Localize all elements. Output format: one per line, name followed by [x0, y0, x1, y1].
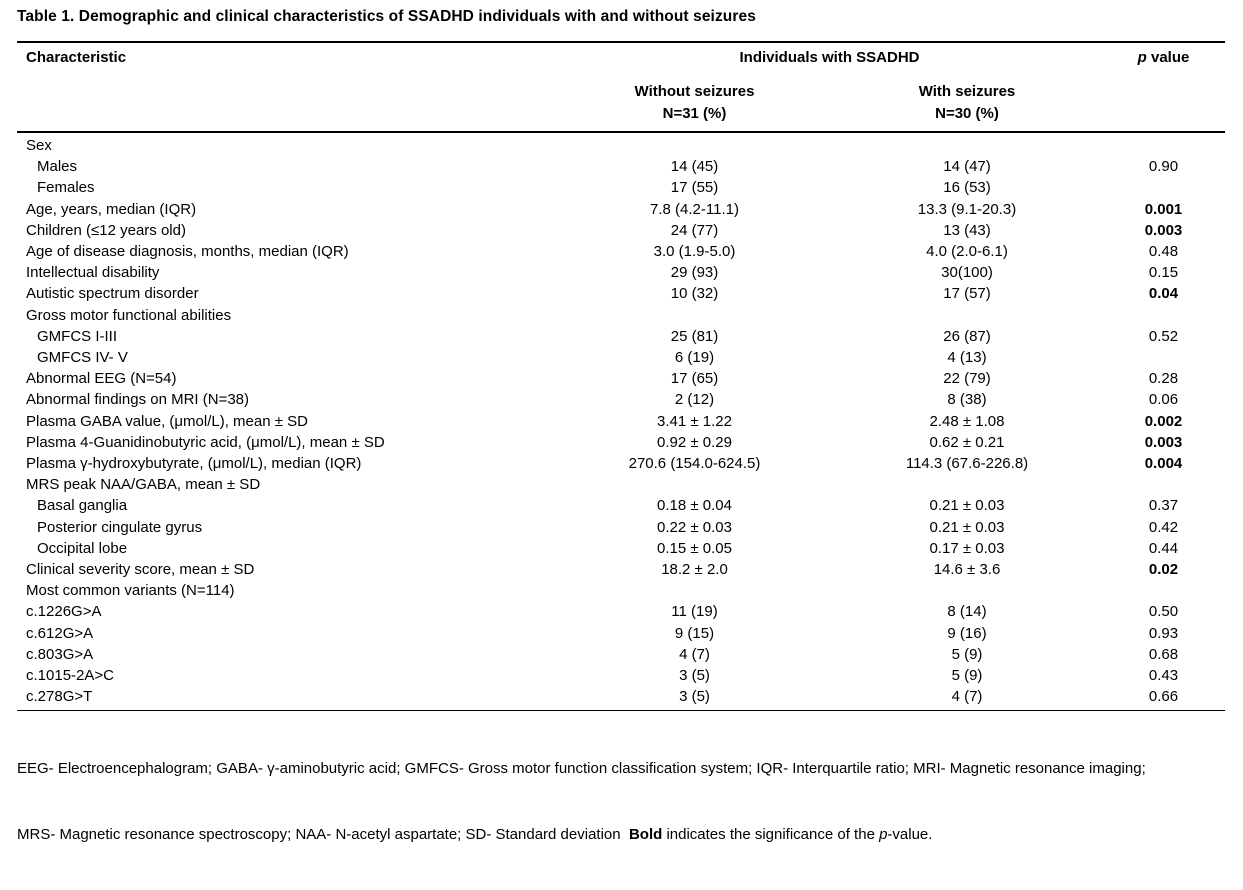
cell-with-seizures: [832, 305, 1102, 326]
cell-with-seizures: 13.3 (9.1-20.3): [917, 200, 1017, 218]
row-label: GMFCS I-III: [37, 327, 117, 345]
cell-p-value: 0.44: [1148, 539, 1179, 557]
row-label: Plasma GABA value, (μmol/L), mean ± SD: [26, 412, 308, 430]
cell-p-value: 0.04: [1148, 285, 1179, 303]
cell-with-seizures: 0.21 ± 0.03: [929, 497, 1005, 515]
demographics-table: [17, 41, 1225, 711]
footnote-line-2: [17, 824, 1231, 846]
p-value-rest: value: [1146, 49, 1190, 66]
cell-p-value: 0.37: [1148, 497, 1179, 515]
footnote-italic-p: p: [879, 826, 888, 844]
footnote-significance-text: indicates the significance of the: [662, 826, 880, 844]
row-label: c.612G>A: [26, 624, 94, 642]
header-row-1: [17, 47, 1225, 69]
cell-p-value: 0.52: [1148, 327, 1179, 345]
table-row: [17, 411, 1225, 432]
header-spacer: [17, 81, 557, 125]
row-label: Plasma γ-hydroxybutyrate, (μmol/L), median (IQR): [26, 455, 362, 473]
col-header-without-seizures: [557, 81, 832, 125]
cell-with-seizures: 22 (79): [943, 370, 991, 388]
cell-without-seizures: 25 (81): [670, 327, 719, 345]
cell-with-seizures: 2.48 ± 1.08: [929, 412, 1005, 430]
cell-without-seizures: 2 (12): [674, 391, 715, 409]
row-label: GMFCS IV- V: [37, 349, 128, 367]
cell-without-seizures: [557, 580, 832, 601]
cell-without-seizures: 9 (15): [674, 624, 715, 642]
row-label: Gross motor functional abilities: [26, 306, 232, 324]
table-row: [17, 644, 1225, 665]
row-label: c.278G>T: [26, 688, 93, 706]
cell-p-value: 0.50: [1148, 603, 1179, 621]
table-row: [17, 665, 1225, 686]
cell-without-seizures: 3 (5): [679, 667, 710, 685]
cell-without-seizures: 11 (19): [671, 603, 718, 621]
cell-p-value: [1102, 135, 1225, 156]
cell-without-seizures: [557, 474, 832, 495]
cell-with-seizures: 9 (16): [947, 624, 987, 642]
cell-p-value: 0.68: [1148, 645, 1179, 663]
row-label: Sex: [26, 137, 52, 154]
table-row: [17, 686, 1225, 707]
cell-with-seizures: 17 (57): [943, 285, 991, 303]
cell-with-seizures: [832, 474, 1102, 495]
cell-without-seizures: 24 (77): [670, 221, 719, 239]
cell-without-seizures: 29 (93): [670, 264, 719, 282]
cell-without-seizures: 17 (65): [670, 370, 719, 388]
cell-p-value: 0.02: [1148, 561, 1179, 579]
cell-with-seizures: 4.0 (2.0-6.1): [926, 243, 1008, 261]
table-row: [17, 177, 1225, 198]
row-label: Age, years, median (IQR): [26, 200, 197, 218]
table-row: [17, 389, 1225, 410]
cell-without-seizures: 18.2 ± 2.0: [661, 561, 728, 579]
footnote-bold-word: Bold: [628, 826, 663, 844]
table-row: [17, 347, 1225, 368]
table-row: [17, 601, 1225, 622]
row-label: MRS peak NAA/GABA, mean ± SD: [26, 476, 261, 494]
cell-with-seizures: 0.17 ± 0.03: [929, 539, 1005, 557]
cell-without-seizures: 3.41 ± 1.22: [657, 412, 732, 430]
table-row: [17, 326, 1225, 347]
cell-p-value: 0.93: [1148, 624, 1179, 642]
table-row: [17, 220, 1225, 241]
cell-p-value: 0.42: [1148, 518, 1179, 536]
cell-with-seizures: 14.6 ± 3.6: [933, 561, 1001, 579]
col-header-group-ssadhd: Individuals with SSADHD: [739, 49, 920, 66]
with-seizures-n: N=30 (%): [935, 105, 999, 122]
table-title: Table 1. Demographic and clinical characteristics of SSADHD individuals with and without seizures: [17, 8, 756, 25]
row-label: Males: [37, 158, 78, 176]
cell-without-seizures: 0.92 ± 0.29: [657, 433, 732, 451]
row-label: c.1015-2A>C: [26, 667, 114, 685]
footnote-abbrev-text: MRS- Magnetic resonance spectroscopy; NAA- N-acetyl aspartate; SD- Standard deviation: [17, 826, 629, 844]
with-seizures-label: With seizures: [918, 83, 1016, 100]
cell-p-value: 0.66: [1148, 688, 1179, 706]
table-row: [17, 623, 1225, 644]
table-row: [17, 495, 1225, 516]
header-spacer: [1102, 81, 1225, 125]
cell-p-value: 0.003: [1144, 433, 1183, 451]
cell-p-value: 0.004: [1144, 455, 1183, 473]
footnote-value-text: -value.: [887, 826, 933, 844]
row-label: Children (≤12 years old): [26, 221, 186, 239]
without-seizures-label: Without seizures: [634, 83, 755, 100]
cell-p-value: [1102, 177, 1225, 198]
cell-with-seizures: 13 (43): [943, 221, 991, 239]
row-label: Posterior cingulate gyrus: [37, 518, 203, 536]
cell-p-value: 0.28: [1148, 370, 1179, 388]
cell-p-value: [1102, 305, 1225, 326]
cell-with-seizures: 8 (38): [947, 391, 987, 409]
cell-p-value: [1102, 580, 1225, 601]
cell-with-seizures: 5 (9): [951, 667, 983, 685]
table-row: [17, 432, 1225, 453]
table-row: [17, 156, 1225, 177]
cell-p-value: [1102, 347, 1225, 368]
cell-p-value: 0.001: [1144, 200, 1183, 218]
cell-p-value: 0.48: [1148, 243, 1179, 261]
table-row: [17, 305, 1225, 326]
cell-without-seizures: 0.18 ± 0.04: [657, 497, 732, 515]
cell-without-seizures: 6 (19): [674, 349, 715, 367]
cell-without-seizures: 7.8 (4.2-11.1): [650, 200, 739, 218]
row-label: Most common variants (N=114): [26, 582, 235, 600]
table-row: [17, 368, 1225, 389]
col-header-with-seizures: [832, 81, 1102, 125]
p-value-italic-p: p: [1137, 49, 1147, 66]
cell-p-value: 0.003: [1144, 221, 1183, 239]
cell-with-seizures: 0.21 ± 0.03: [929, 518, 1005, 536]
table-row: [17, 199, 1225, 220]
row-label: Abnormal findings on MRI (N=38): [26, 391, 250, 409]
cell-with-seizures: 4 (7): [951, 688, 983, 706]
cell-with-seizures: 30(100): [941, 264, 993, 282]
cell-without-seizures: 4 (7): [679, 645, 710, 663]
cell-without-seizures: 270.6 (154.0-624.5): [628, 455, 761, 473]
cell-without-seizures: 3 (5): [679, 688, 710, 706]
table-row: [17, 241, 1225, 262]
table-row: [17, 135, 1225, 156]
table-row: [17, 517, 1225, 538]
cell-with-seizures: 8 (14): [947, 603, 987, 621]
cell-without-seizures: 0.15 ± 0.05: [657, 539, 732, 557]
table-row: [17, 283, 1225, 304]
row-label: Basal ganglia: [37, 497, 128, 515]
row-label: Autistic spectrum disorder: [26, 285, 199, 303]
cell-with-seizures: 5 (9): [951, 645, 983, 663]
cell-without-seizures: 3.0 (1.9-5.0): [653, 243, 736, 261]
cell-with-seizures: 4 (13): [947, 349, 987, 367]
row-label: Clinical severity score, mean ± SD: [26, 561, 255, 579]
row-label: Abnormal EEG (N=54): [26, 370, 177, 388]
row-label: c.1226G>A: [26, 603, 102, 621]
table-row: [17, 580, 1225, 601]
cell-p-value: 0.90: [1148, 158, 1179, 176]
cell-with-seizures: [832, 580, 1102, 601]
cell-p-value: 0.06: [1148, 391, 1179, 409]
table-row: [17, 262, 1225, 283]
footnote-line-1: EEG- Electroencephalogram; GABA- γ-aminobutyric acid; GMFCS- Gross motor function classification system; IQR- Interquartile ratio; MRI- Magnetic resonance imaging;: [17, 760, 1146, 778]
cell-without-seizures: 0.22 ± 0.03: [657, 518, 732, 536]
cell-with-seizures: 16 (53): [943, 179, 991, 197]
cell-with-seizures: [832, 135, 1102, 156]
row-label: Age of disease diagnosis, months, median (IQR): [26, 243, 349, 261]
row-label: Females: [37, 179, 95, 197]
cell-without-seizures: 14 (45): [670, 158, 719, 176]
without-seizures-n: N=31 (%): [662, 105, 727, 122]
table-body: [17, 133, 1225, 711]
cell-without-seizures: 10 (32): [670, 285, 719, 303]
cell-p-value: 0.002: [1144, 412, 1183, 430]
col-header-characteristic: Characteristic: [26, 49, 127, 66]
cell-with-seizures: 0.62 ± 0.21: [929, 433, 1005, 451]
cell-p-value: 0.15: [1148, 264, 1179, 282]
row-label: Plasma 4-Guanidinobutyric acid, (μmol/L), mean ± SD: [26, 433, 385, 451]
cell-without-seizures: 17 (55): [670, 179, 719, 197]
cell-with-seizures: 114.3 (67.6-226.8): [905, 455, 1029, 473]
table-row: [17, 474, 1225, 495]
table-header: [17, 43, 1225, 133]
cell-with-seizures: 26 (87): [943, 327, 991, 345]
row-label: c.803G>A: [26, 645, 94, 663]
table-row: [17, 559, 1225, 580]
row-label: Occipital lobe: [37, 539, 128, 557]
cell-without-seizures: [557, 135, 832, 156]
row-label: Intellectual disability: [26, 264, 160, 282]
cell-with-seizures: 14 (47): [943, 158, 991, 176]
footnote: [17, 714, 1231, 890]
cell-p-value: 0.43: [1148, 667, 1179, 685]
cell-without-seizures: [557, 305, 832, 326]
cell-p-value: [1102, 474, 1225, 495]
header-row-2: [17, 81, 1225, 125]
table-row: [17, 453, 1225, 474]
col-header-p-value: [1102, 47, 1225, 69]
table-row: [17, 538, 1225, 559]
